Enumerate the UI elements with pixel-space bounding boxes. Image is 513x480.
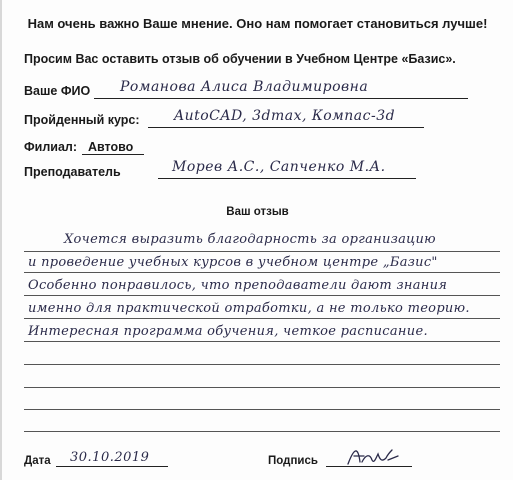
review-rule — [24, 431, 500, 432]
teacher-label: Преподаватель — [24, 165, 121, 179]
date-label: Дата — [24, 455, 51, 467]
review-text-line: Интересная программа обучения, четкое расписание. — [28, 324, 428, 339]
fio-underline — [94, 98, 468, 99]
date-underline — [56, 466, 168, 467]
review-text-line: Хочется выразить благодарность за организацию — [64, 232, 436, 247]
fio-label: Ваше ФИО — [24, 84, 91, 98]
review-rule — [24, 251, 500, 252]
form-subheader: Просим Вас оставить отзыв об обучении в Учебном Центре «Базис». — [24, 52, 456, 66]
course-value: AutoCAD, 3dmax, Компас-3d — [174, 108, 396, 124]
review-rule — [24, 318, 500, 319]
review-rule — [24, 387, 500, 388]
teacher-value: Морев А.С., Сапченко М.А. — [172, 159, 386, 175]
branch-underline — [82, 154, 144, 155]
review-text-line: и проведение учебных курсов в учебном центре „Базис" — [28, 255, 438, 270]
review-rule — [24, 341, 500, 342]
course-underline — [148, 127, 424, 128]
course-label: Пройденный курс: — [24, 113, 140, 127]
review-rule — [24, 409, 500, 410]
review-rule — [24, 295, 500, 296]
review-rule — [24, 272, 500, 273]
fio-value: Романова Алиса Владимировна — [120, 79, 369, 95]
review-rule — [24, 364, 500, 365]
signature-icon — [344, 444, 402, 468]
review-text-line: Особенно понравилось, что преподаватели дают знания — [28, 278, 448, 293]
review-text-line: именно для практической отработки, а не только теорию. — [28, 301, 470, 316]
date-value: 30.10.2019 — [70, 450, 150, 465]
review-title: Ваш отзыв — [226, 206, 289, 218]
signature-label: Подпись — [268, 455, 318, 467]
branch-label: Филиал: — [24, 140, 78, 154]
teacher-underline — [158, 178, 416, 179]
form-header: Нам очень важно Ваше мнение. Оно нам помогает становиться лучше! — [27, 16, 488, 31]
branch-value: Автово — [88, 140, 134, 154]
